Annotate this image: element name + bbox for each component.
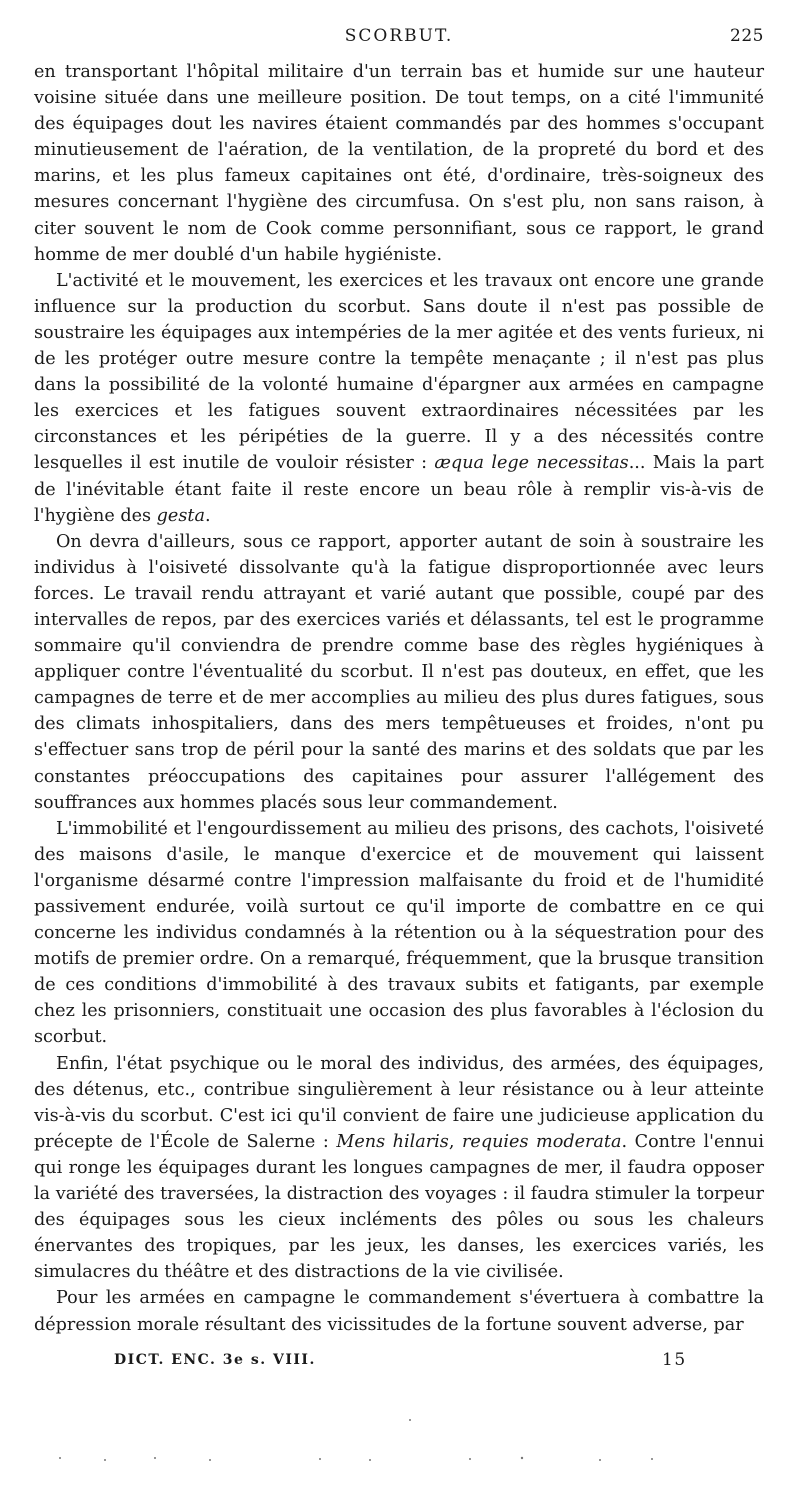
italic-phrase: Mens hilaris [336, 1131, 449, 1152]
text-run: L'activité et le mouvement, les exercices et les travaux ont encore une grande influence sur la production du scorbut. Sans doute il n'est pas possible de soustraire les équipages aux intempéries de la mer agitée et des vents furieux, ni de les protéger outre mesure contre la tempête menaçante ; il n'est pas plus dans la possibilité de la volonté humaine d'épargner aux armées en campagne les exercices et les fatigues souvent extraordinaires nécessitées par les circonstances et les péripéties de la guerre. Il y a des nécessités contre lesquelles il est inutile de vouloir résister : [34, 270, 764, 474]
body-text [34, 59, 764, 1338]
book-page [34, 26, 764, 1376]
running-head [34, 26, 764, 54]
signature-mark: DICT. ENC. 3e s. VIII. [114, 1351, 316, 1368]
paragraph [34, 1051, 764, 1286]
italic-phrase: æqua lege necessitas [434, 453, 629, 474]
paragraph [34, 529, 764, 816]
text-run: . [204, 505, 211, 526]
paragraph [34, 268, 764, 529]
italic-phrase: requies moderata [462, 1131, 622, 1152]
text-run: . Contre l'ennui qui ronge les équipages durant les longues campagnes de mer, il faudra opposer la variété des traversées, la distraction des voyages : il faudra stimuler la torpeur des équipages sous les cieux incléments des pôles ou sous les chaleurs énervantes des tropiques, par les jeux, les danses, les exercices variés, les simulacres du théâtre et des distractions de la vie civilisée. [34, 1131, 764, 1283]
sheet-number: 15 [662, 1349, 687, 1370]
text-run: Pour les armées en campagne le commandement s'évertuera à combattre la dépression morale résultant des vicissitudes de la fortune souvent adverse, par [34, 1288, 764, 1335]
text-run: ... Mais la part de l'inévitable étant faite il reste encore un beau rôle à remplir vis-à-vis de l'hygiène des [34, 453, 764, 526]
text-run: L'immobilité et l'engourdissement au milieu des prisons, des cachots, l'oisiveté des maisons d'asile, le manque d'exercice et de mouvement qui laissent l'organisme désarmé contre l'impression malfaisante du froid et de l'humidité passivement endurée, voilà surtout ce qu'il importe de combattre en ce qui concerne les individus condamnés à la rétention ou à la séquestration pour des motifs de premier ordre. On a remarqué, fréquemment, que la brusque transition de ces conditions d'immobilité à des travaux subits et fatigants, par exemple chez les prisonniers, constituait une occasion des plus favorables à l'éclosion du scorbut. [34, 818, 764, 1048]
italic-phrase: gesta [156, 505, 205, 526]
paragraph [34, 59, 764, 268]
page-number: 225 [730, 26, 764, 46]
scan-specks [0, 1400, 800, 1480]
running-title: SCORBUT. [344, 26, 454, 46]
page-footer [34, 1349, 764, 1376]
paragraph [34, 816, 764, 1051]
paragraph [34, 1285, 764, 1337]
text-run: en transportant l'hôpital militaire d'un terrain bas et humide sur une hauteur voisine située dans une meilleure position. De tout temps, on a cité l'immunité des équipages dout les navires étaient commandés par des hommes s'occupant minutieusement de l'aération, de la ventilation, de la propreté du bord et des marins, et les plus fameux capitaines ont été, d'ordinaire, très-soigneux des mesures concernant l'hygiène des circumfusa. On s'est plu, non sans raison, à citer souvent le nom de Cook comme personnifiant, sous ce rapport, le grand homme de mer doublé d'un habile hygiéniste. [34, 62, 764, 265]
text-run: On devra d'ailleurs, sous ce rapport, apporter autant de soin à soustraire les individus à l'oisiveté dissolvante qu'à la fatigue disproportionnée avec leurs forces. Le travail rendu attrayant et varié autant que possible, coupé par des intervalles de repos, par des exercices variés et délassants, tel est le programme sommaire qu'il conviendra de prendre comme base des règles hygiéniques à appliquer contre l'éventualité du scorbut. Il n'est pas douteux, en effet, que les campagnes de terre et de mer accomplies au milieu des plus dures fatigues, sous des climats inhospitaliers, dans des mers tempêtueuses et froides, n'ont pu s'effectuer sans trop de péril pour la santé des marins et des soldats que par les constantes préoccupations des capitaines pour assurer l'allégement des souffrances aux hommes placés sous leur commandement. [34, 531, 764, 813]
text-run: Enfin, l'état psychique ou le moral des individus, des armées, des équipages, des détenus, etc., contribue singulièrement à leur résistance ou à leur atteinte vis-à-vis du scorbut. C'est ici qu'il convient de faire une judicieuse application du précepte de l'École de Salerne : [34, 1053, 764, 1152]
text-run: , [448, 1131, 462, 1152]
